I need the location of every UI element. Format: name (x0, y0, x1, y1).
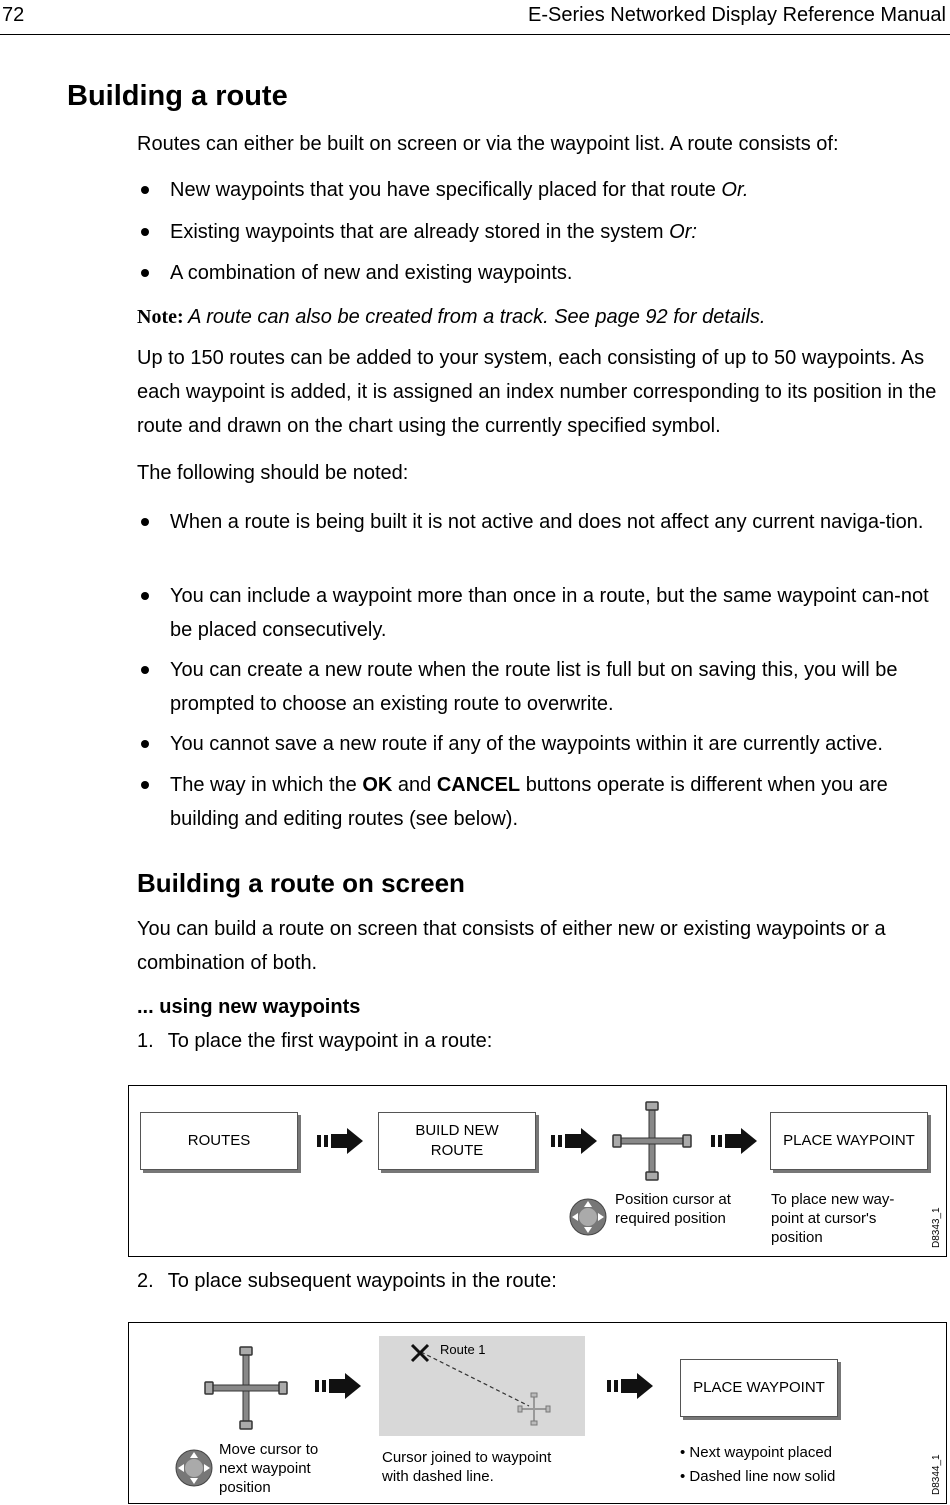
caption-position-cursor: Position cursor at required position (615, 1191, 731, 1227)
figure-first-waypoint (128, 1085, 947, 1257)
page-number: 72 (2, 4, 25, 26)
note (137, 300, 765, 336)
cursor-cross-icon (203, 1345, 289, 1431)
list-item: When a route is being built it is not active and does not affect any current naviga-tion. (170, 511, 924, 533)
bullet-dot (141, 228, 149, 236)
chart-preview (379, 1336, 585, 1436)
section-title: Building a route (67, 80, 288, 112)
noted-intro: The following should be noted: (137, 462, 409, 484)
step-1: 1. To place the first waypoint in a route: (137, 1030, 493, 1052)
routes-button[interactable]: ROUTES (140, 1112, 298, 1170)
waypoint-x-icon (409, 1342, 431, 1364)
caption-place-new-waypoint: To place new way-point at cursor's position (771, 1191, 895, 1246)
arrow-right-icon (711, 1126, 759, 1156)
list-item: You can create a new route when the route list is full but on saving this, you will be prompted to choose an existing route to overwrite. (170, 659, 898, 715)
caption-next-waypoint: • Next waypoint placed (680, 1444, 832, 1461)
trackpad-icon (569, 1198, 607, 1236)
ok-keyword: OK (362, 774, 393, 796)
small-cursor-icon (517, 1392, 551, 1426)
arrow-right-icon (315, 1371, 363, 1401)
subsection-title: Building a route on screen (137, 868, 465, 898)
bullet-dot (141, 269, 149, 277)
note-label: Note: (137, 306, 184, 328)
trackpad-icon (175, 1449, 213, 1487)
build-new-route-button[interactable]: BUILD NEW ROUTE (378, 1112, 536, 1170)
caption-dashed-solid: • Dashed line now solid (680, 1468, 836, 1485)
manual-title: E-Series Networked Display Reference Manual (528, 4, 946, 26)
list-item: New waypoints that you have specifically placed for that route Or. (170, 179, 749, 201)
capacity-paragraph: Up to 150 routes can be added to your system, each consisting of up to 50 waypoints. As each waypoint is added, it is assigned an index number corresponding to its position in the route and drawn on the chart using the currently specified symbol. (137, 347, 937, 437)
place-waypoint-button[interactable]: PLACE WAYPOINT (680, 1359, 838, 1417)
header-divider (0, 34, 950, 35)
step-2: 2. To place subsequent waypoints in the route: (137, 1270, 557, 1292)
figure-subsequent-waypoints (128, 1322, 947, 1504)
caption-move-cursor: Move cursor to next waypoint position (219, 1441, 319, 1496)
bullet-dot (141, 740, 149, 748)
list-item: Existing waypoints that are already stored in the system Or: (170, 221, 697, 243)
arrow-right-icon (551, 1126, 599, 1156)
arrow-right-icon (317, 1126, 365, 1156)
intro-paragraph: Routes can either be built on screen or via the waypoint list. A route consists of: (137, 133, 839, 155)
subsection-intro: You can build a route on screen that consists of either new or existing waypoints or a combination of both. (137, 918, 886, 974)
bullet-dot (141, 518, 149, 526)
route-label: Route 1 (440, 1342, 486, 1357)
list-item: You can include a waypoint more than once in a route, but the same waypoint can-not be placed consecutively. (170, 585, 929, 641)
arrow-right-icon (607, 1371, 655, 1401)
subsubsection-title: ... using new waypoints (137, 996, 361, 1018)
place-waypoint-button[interactable]: PLACE WAYPOINT (770, 1112, 928, 1170)
cursor-cross-icon (611, 1100, 693, 1182)
bullet-dot (141, 666, 149, 674)
figure-code: D8344_1 (931, 1454, 942, 1495)
list-item: The way in which the OK and CANCEL buttons operate is different when you are building and editing routes (see below). (170, 774, 888, 830)
list-item: You cannot save a new route if any of the waypoints within it are currently active. (170, 733, 883, 755)
figure-code: D8343_1 (931, 1207, 942, 1248)
list-item: A combination of new and existing waypoints. (170, 262, 573, 284)
note-text: A route can also be created from a track. See page 92 for details. (188, 306, 766, 328)
bullet-dot (141, 781, 149, 789)
bullet-dot (141, 186, 149, 194)
cancel-keyword: CANCEL (436, 774, 521, 796)
bullet-dot (141, 592, 149, 600)
caption-cursor-joined: Cursor joined to waypoint with dashed line. (382, 1449, 552, 1485)
